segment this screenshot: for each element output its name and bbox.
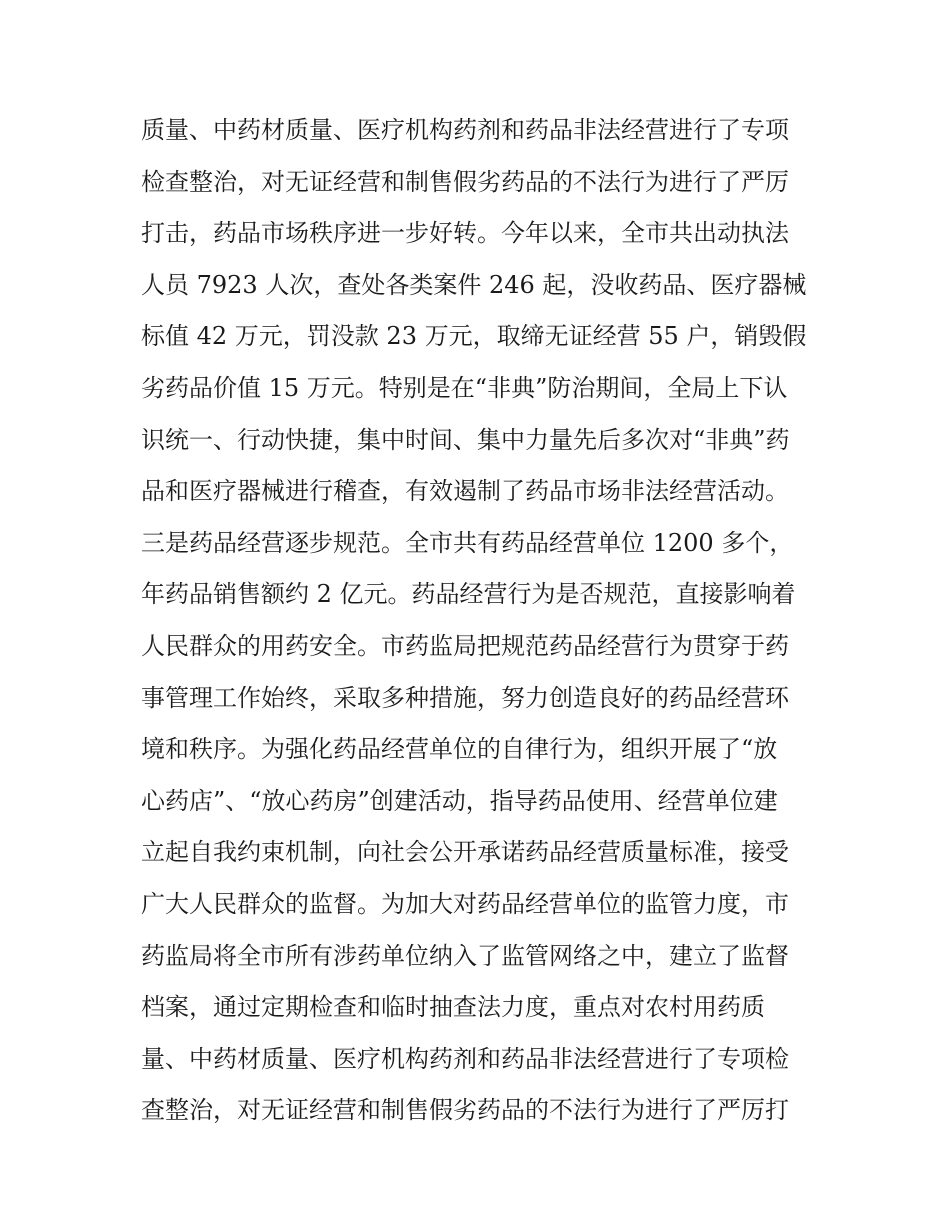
- text-line: 立起自我约束机制，向社会公开承诺药品经营质量标准，接受: [141, 838, 789, 867]
- text-line: 打击，药品市场秩序进一步好转。今年以来，全市共出动执法: [141, 219, 789, 248]
- text-line: 质量、中药材质量、医疗机构药剂和药品非法经营进行了专项: [141, 116, 789, 144]
- text-line: 识统一、行动快捷，集中时间、集中力量先后多次对“非典”药: [141, 425, 790, 454]
- text-line: 劣药品价值 15 万元。特别是在“非典”防治期间，全局上下认: [141, 373, 788, 402]
- text-line: 档案，通过定期检查和临时抽查法力度，重点对农村用药质: [141, 993, 765, 1022]
- text-line: 事管理工作始终，采取多种措施，努力创造良好的药品经营环: [141, 683, 789, 712]
- text-line: 检查整治，对无证经营和制售假劣药品的不法行为进行了严厉: [141, 167, 789, 196]
- text-line: 心药店”、“放心药房”创建活动，指导药品使用、经营单位建: [141, 786, 778, 815]
- text-line: 人员 7923 人次，查处各类案件 246 起，没收药品、医疗器械: [141, 270, 807, 299]
- text-line: 三是药品经营逐步规范。全市共有药品经营单位 1200 多个，: [141, 528, 794, 557]
- text-line: 品和医疗器械进行稽查，有效遏制了药品市场非法经营活动。: [141, 477, 789, 506]
- text-line: 查整治，对无证经营和制售假劣药品的不法行为进行了严厉打: [141, 1096, 789, 1125]
- text-line: 标值 42 万元，罚没款 23 万元，取缔无证经营 55 户，销毁假: [141, 322, 807, 351]
- body-text: [141, 105, 821, 1137]
- text-line: 广大人民群众的监督。为加大对药品经营单位的监管力度，市: [141, 889, 789, 918]
- text-line: 药监局将全市所有涉药单位纳入了监管网络之中，建立了监督: [141, 941, 789, 970]
- text-line: 境和秩序。为强化药品经营单位的自律行为，组织开展了“放: [141, 735, 778, 764]
- text-line: 年药品销售额约 2 亿元。药品经营行为是否规范，直接影响着: [141, 580, 796, 609]
- text-line: 人民群众的用药安全。市药监局把规范药品经营行为贯穿于药: [141, 631, 789, 660]
- text-line: 量、中药材质量、医疗机构药剂和药品非法经营进行了专项检: [141, 1044, 789, 1073]
